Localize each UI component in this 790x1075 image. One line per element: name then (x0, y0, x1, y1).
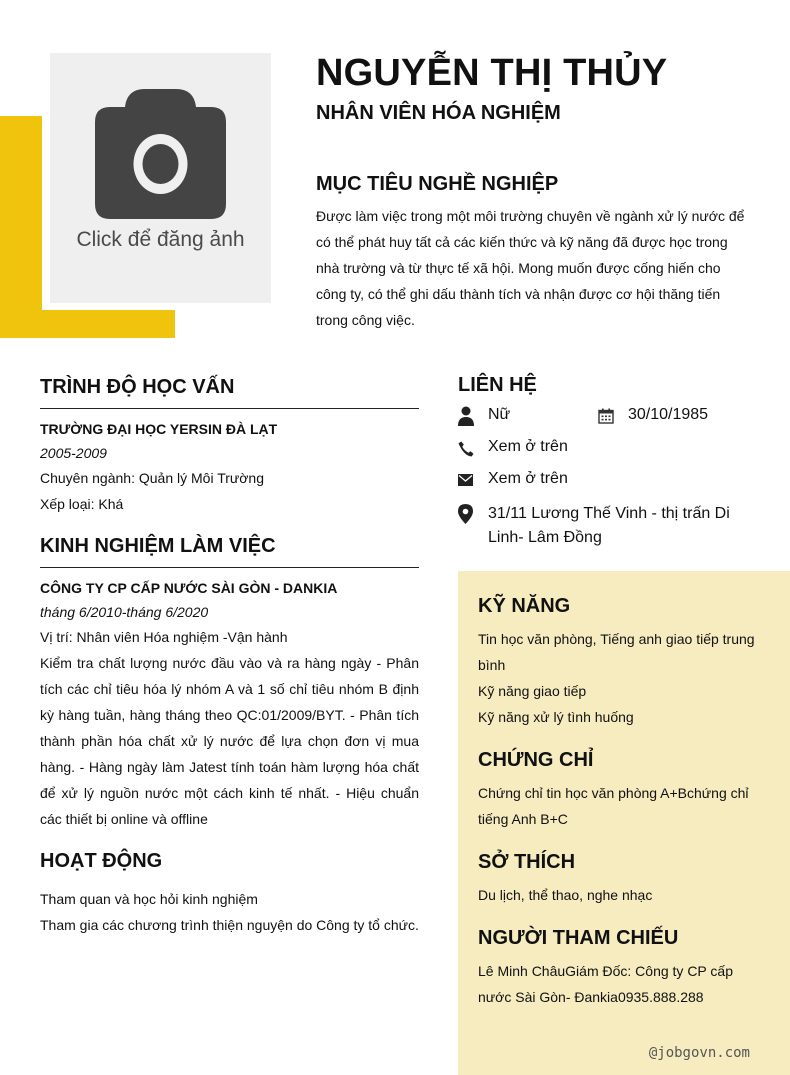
references-text: Lê Minh ChâuGiám Đốc: Công ty CP cấp nước Sài Gòn- Đankia0935.888.288 (478, 963, 733, 1005)
experience-heading: KINH NGHIỆM LÀM VIỆC (40, 535, 276, 557)
contact-phone-value: Xem ở trên (488, 438, 568, 455)
person-icon (458, 406, 488, 431)
activity-item: Tham quan và học hỏi kinh nghiệm (40, 891, 258, 907)
education-rank: Xếp loại: Khá (40, 496, 124, 512)
contact-email-value: Xem ở trên (488, 470, 568, 487)
education-major: Chuyên ngành: Quản lý Môi Trường (40, 470, 265, 486)
accent-bar-horizontal (0, 310, 175, 338)
skill-item: Kỹ năng xử lý tình huống (478, 709, 634, 725)
experience-position: Vị trí: Nhân viên Hóa nghiệm -Vận hành (40, 629, 288, 645)
certificates-heading: CHỨNG CHỈ (478, 749, 594, 771)
contact-address-value: 31/11 Lương Thế Vinh - thị trấn Di Linh- Lâm Đồng (488, 505, 730, 546)
education-divider (40, 408, 419, 409)
location-pin-icon (458, 502, 488, 532)
hobbies-heading: SỞ THÍCH (478, 851, 576, 873)
certificates-text: Chứng chỉ tin học văn phòng A+Bchứng chỉ tiếng Anh B+C (478, 785, 749, 827)
objective-heading: MỤC TIÊU NGHỀ NGHIỆP (316, 173, 559, 195)
mail-icon (458, 470, 488, 491)
job-title: NHÂN VIÊN HÓA NGHIỆM (316, 102, 561, 124)
skills-heading: KỸ NĂNG (478, 595, 571, 617)
references-heading: NGƯỜI THAM CHIẾU (478, 927, 679, 949)
brand-watermark: @jobgovn.com (648, 1045, 750, 1061)
education-period: 2005-2009 (40, 445, 107, 461)
experience-description: Kiểm tra chất lượng nước đầu vào và ra hàng ngày - Phân tích các chỉ tiêu hóa lý nhóm A và 1 số chỉ tiêu nhóm B định kỳ hàng tuần, hàng tháng theo QC:01/2009/BYT. - Phân tích thành phần hóa chất xử lý nước để lựa chọn đơn vị mua hàng. - Hàng ngày làm Jatest tính toán hàm lượng hóa chất để xử lý nguồn nước một cách kinh tế nhất. - Hiệu chuẩn các thiết bị online và offline (40, 655, 419, 827)
skill-item: Tin học văn phòng, Tiếng anh giao tiếp trung bình (478, 631, 755, 673)
experience-period: tháng 6/2010-tháng 6/2020 (40, 604, 209, 620)
photo-upload-area[interactable] (50, 53, 271, 303)
photo-upload-caption: Click để đăng ảnh (76, 228, 245, 251)
camera-icon (95, 89, 226, 219)
contact-gender-value: Nữ (488, 406, 511, 423)
contact-email (458, 470, 758, 491)
education-heading: TRÌNH ĐỘ HỌC VẤN (40, 376, 235, 398)
experience-divider (40, 567, 419, 568)
skill-item: Kỹ năng giao tiếp (478, 683, 587, 699)
hobbies-text: Du lịch, thể thao, nghe nhạc (478, 887, 653, 903)
contact-address (458, 502, 738, 550)
education-school: TRƯỜNG ĐẠI HỌC YERSIN ĐÀ LẠT (40, 421, 278, 437)
contact-phone (458, 438, 758, 462)
activities-heading: HOẠT ĐỘNG (40, 850, 163, 872)
accent-bar-vertical (0, 116, 42, 338)
objective-text: Được làm việc trong một môi trường chuyên về ngành xử lý nước để có thể phát huy tất cả các kiến thức và kỹ năng đã được học trong nhà trường và từ thực tế xã hội. Mong muốn được cống hiến cho công ty, có thể ghi dấu thành tích và nhận được cơ hội thăng tiến trong công việc. (316, 208, 745, 328)
contact-heading: LIÊN HỆ (458, 374, 537, 396)
activity-item: Tham gia các chương trình thiện nguyện do Công ty tổ chức. (40, 917, 419, 933)
experience-company: CÔNG TY CP CẤP NƯỚC SÀI GÒN - DANKIA (40, 580, 338, 596)
phone-icon (458, 438, 488, 462)
side-panel (458, 571, 790, 1075)
contact-gender (458, 406, 598, 431)
candidate-name: NGUYỄN THỊ THỦY (316, 52, 668, 94)
calendar-icon (598, 406, 628, 429)
contact-birthday-value: 30/10/1985 (628, 406, 709, 423)
contact-birthday (598, 406, 758, 429)
